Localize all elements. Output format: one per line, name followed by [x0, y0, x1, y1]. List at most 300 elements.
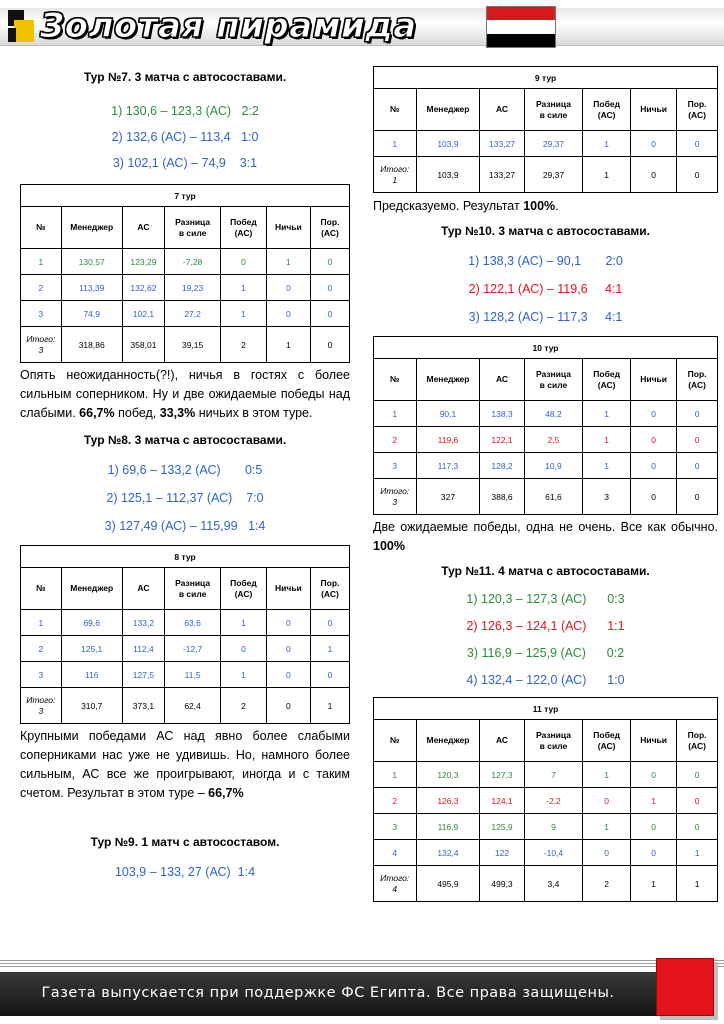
col-number-header — [374, 89, 417, 131]
table-cell: 1 — [374, 762, 417, 788]
col-losses-header — [677, 359, 718, 401]
table-cell: 495,9 — [416, 866, 480, 902]
table-cell: 130,57 — [61, 249, 122, 275]
col-draws-header — [631, 359, 677, 401]
comment-text: Опять неожиданность(?!), ничья в гостях с более сильным соперником. Ну и две ожидаемые победы над слабыми. — [20, 368, 350, 420]
table-cell: 90,1 — [416, 401, 480, 427]
header-text: (АС) — [321, 227, 339, 238]
tour-heading: Тур №8. 3 матча с автосоставами. — [83, 433, 287, 447]
comment-text: Крупными победами АС над явно более слабыми соперниками нас уже не удивишь. Но, намного более сильным, АС все же проигрывают, иногда и с таким счетом. Результат в этом туре – — [20, 729, 350, 800]
total-count: 4 — [392, 883, 398, 894]
table-cell: 0 — [310, 662, 349, 688]
header-text: в силе — [178, 227, 207, 238]
table-cell: 388,6 — [480, 479, 524, 515]
header-text: АС — [137, 583, 150, 593]
header-text: в силе — [539, 109, 568, 120]
table-row — [374, 840, 718, 866]
match-result: 3) 128,2 (АС) – 117,3 4:1 — [468, 310, 623, 324]
header-text: (АС) — [597, 379, 616, 390]
tour-heading: Тур №9. 1 матч с автосоставом. — [90, 835, 280, 849]
header-text: Пор. — [687, 368, 707, 379]
table-cell: 2 — [221, 327, 267, 363]
header-text: № — [390, 374, 400, 384]
table-cell: 19,23 — [165, 275, 221, 301]
match-result: 3) 116,9 – 125,9 (АС) 0:2 — [466, 646, 625, 660]
table-row — [374, 814, 718, 840]
table-cell: 1 — [583, 157, 631, 193]
table-cell: 373,1 — [122, 688, 164, 724]
footer-text: Газета выпускается при поддержке ФС Египта. Все права защищены. — [41, 985, 615, 1001]
table-cell: 0 — [631, 453, 677, 479]
table-total-row — [374, 479, 718, 515]
table-cell: 0 — [310, 275, 349, 301]
header-text: Побед — [593, 98, 620, 109]
table-cell: 1 — [266, 249, 310, 275]
table-cell: 122,1 — [480, 427, 524, 453]
col-draws-header — [631, 720, 677, 762]
comment-highlight: 100% — [523, 199, 556, 213]
table-cell: 133,27 — [480, 157, 524, 193]
table-cell: 1 — [677, 866, 718, 902]
col-ac-header — [480, 720, 524, 762]
table-row — [374, 453, 718, 479]
table-row — [374, 788, 718, 814]
tour-9-section — [20, 835, 350, 879]
header-text: Разница — [535, 368, 571, 379]
table-cell: 1 — [583, 427, 631, 453]
header-text: (АС) — [688, 109, 706, 120]
table-row — [374, 762, 718, 788]
table-cell: 74,9 — [61, 301, 122, 327]
header-text: Разница — [175, 577, 211, 588]
col-ac-header — [480, 89, 524, 131]
total-count: 3 — [38, 705, 44, 716]
header-text: в силе — [539, 379, 568, 390]
match-result: 2) 122,1 (АС) – 119,6 4:1 — [468, 282, 623, 296]
egypt-flag-icon — [486, 6, 556, 48]
table-cell: 358,01 — [122, 327, 164, 363]
col-manager-header — [416, 359, 480, 401]
table-cell: -7,28 — [165, 249, 221, 275]
table-cell: 2 — [221, 688, 267, 724]
table-total-row — [21, 327, 350, 363]
match-result: 2) 125,1 – 112,37 (АС) 7:0 — [106, 491, 264, 505]
col-number-header — [374, 359, 417, 401]
col-ac-header — [122, 207, 164, 249]
match-result: 2) 126,3 – 124,1 (АС) 1:1 — [466, 619, 625, 633]
table-cell: 112,4 — [122, 636, 164, 662]
col-number-header — [374, 720, 417, 762]
col-draws-header — [266, 568, 310, 610]
total-label-cell — [374, 866, 417, 902]
table-cell: 1 — [583, 453, 631, 479]
table-cell: 0 — [631, 157, 677, 193]
table-cell: 3,4 — [524, 866, 583, 902]
left-column — [20, 66, 350, 879]
table-cell: 0 — [310, 610, 349, 636]
table-cell: 29,37 — [524, 157, 583, 193]
col-diff-header — [165, 207, 221, 249]
header-text: Ничьи — [640, 374, 667, 384]
total-label: Итого: — [26, 333, 56, 344]
table-row — [21, 610, 350, 636]
table-cell: 2 — [374, 788, 417, 814]
total-label: Итого: — [380, 485, 410, 496]
table-row — [21, 301, 350, 327]
header-text: Менеджер — [426, 104, 470, 114]
tour-heading: Тур №11. 4 матча с автосоставами. — [441, 564, 650, 578]
table-cell: 0 — [310, 327, 349, 363]
header-text: Пор. — [320, 216, 340, 227]
col-losses-header — [310, 568, 349, 610]
header-text: в силе — [539, 740, 568, 751]
table-cell: 0 — [677, 427, 718, 453]
table-cell: 0 — [583, 788, 631, 814]
masthead — [0, 0, 724, 52]
table-cell: 0 — [677, 157, 718, 193]
header-text: Пор. — [320, 577, 340, 588]
table-cell: 0 — [266, 275, 310, 301]
table-cell: 0 — [631, 401, 677, 427]
col-number-header — [21, 568, 62, 610]
header-text: (АС) — [321, 588, 339, 599]
table-cell: 310,7 — [61, 688, 122, 724]
header-text: Менеджер — [70, 583, 114, 593]
table-cell: 1 — [310, 688, 349, 724]
table-cell: 120,3 — [416, 762, 480, 788]
total-label-cell — [374, 157, 417, 193]
total-label: Итого: — [26, 694, 56, 705]
table-cell: 1 — [374, 401, 417, 427]
header-text: Разница — [535, 729, 571, 740]
table-cell: 1 — [21, 610, 62, 636]
table-cell: 1 — [221, 301, 267, 327]
header-text: Побед — [593, 729, 620, 740]
header-text: Разница — [175, 216, 211, 227]
table-cell: 116 — [61, 662, 122, 688]
table-cell: 10,9 — [524, 453, 583, 479]
table-cell: 1 — [583, 131, 631, 157]
match-result: 4) 132,4 – 122,0 (АС) 1:0 — [466, 673, 625, 687]
total-count: 3 — [392, 496, 398, 507]
table-cell: 0 — [583, 840, 631, 866]
table-row — [21, 249, 350, 275]
header-text: Ничьи — [275, 583, 302, 593]
table-caption: 11 тур — [374, 698, 718, 720]
table-cell: 3 — [374, 814, 417, 840]
table-cell: 69,6 — [61, 610, 122, 636]
table-cell: 1 — [677, 840, 718, 866]
right-column — [373, 66, 718, 902]
table-cell: 1 — [631, 788, 677, 814]
tour-heading: Тур №7. 3 матча с автосоставами. — [83, 70, 287, 84]
table-cell: 1 — [583, 762, 631, 788]
header-text: Ничьи — [640, 735, 667, 745]
tour-table — [20, 545, 350, 724]
match-result: 1) 130,6 – 123,3 (АС) 2:2 — [111, 104, 259, 118]
header-text: Пор. — [687, 98, 707, 109]
total-label-cell — [21, 327, 62, 363]
table-cell: 0 — [677, 479, 718, 515]
col-ac-header — [122, 568, 164, 610]
header-text: Ничьи — [275, 222, 302, 232]
table-caption: 9 тур — [374, 67, 718, 89]
col-manager-header — [61, 568, 122, 610]
header-text: Побед — [593, 368, 620, 379]
table-cell: 128,2 — [480, 453, 524, 479]
logo-icon — [8, 10, 36, 44]
comment-text: Предсказуемо. Результат — [373, 199, 524, 213]
table-cell: 138,3 — [480, 401, 524, 427]
col-number-header — [21, 207, 62, 249]
table-cell: 0 — [221, 636, 267, 662]
comment-text: побед, — [114, 406, 160, 420]
header-text: АС — [496, 374, 509, 384]
header-text: (АС) — [688, 379, 706, 390]
table-caption: 10 тур — [374, 337, 718, 359]
col-manager-header — [416, 89, 480, 131]
tour-11-section — [373, 564, 718, 902]
table-cell: 2 — [374, 427, 417, 453]
table-row — [21, 662, 350, 688]
table-cell: 499,3 — [480, 866, 524, 902]
table-cell: 1 — [21, 249, 62, 275]
table-cell: 0 — [677, 453, 718, 479]
col-manager-header — [61, 207, 122, 249]
table-cell: 125,1 — [61, 636, 122, 662]
table-cell: 1 — [583, 814, 631, 840]
col-wins-header — [583, 359, 631, 401]
table-cell: 61,6 — [524, 479, 583, 515]
col-diff-header — [165, 568, 221, 610]
table-cell: 1 — [221, 610, 267, 636]
header-text: Менеджер — [70, 222, 114, 232]
total-label: Итого: — [380, 872, 410, 883]
table-cell: -2,2 — [524, 788, 583, 814]
table-cell: 102,1 — [122, 301, 164, 327]
tour-table — [373, 336, 718, 515]
table-cell: 0 — [221, 249, 267, 275]
table-cell: 2 — [583, 866, 631, 902]
tour-10-section — [373, 224, 718, 556]
match-result: 103,9 – 133, 27 (АС) 1:4 — [114, 865, 256, 879]
table-cell: 2,5 — [524, 427, 583, 453]
table-row — [374, 131, 718, 157]
table-total-row — [374, 157, 718, 193]
comment-text: Две ожидаемые победы, одна не очень. Все как обычно. — [373, 520, 718, 534]
table-cell: 123,29 — [122, 249, 164, 275]
total-label-cell — [21, 688, 62, 724]
table-cell: 0 — [266, 301, 310, 327]
col-draws-header — [631, 89, 677, 131]
table-cell: 117,3 — [416, 453, 480, 479]
table-cell: 39,15 — [165, 327, 221, 363]
table-cell: 125,9 — [480, 814, 524, 840]
match-result: 2) 132,6 (АС) – 113,4 1:0 — [111, 130, 259, 144]
newspaper-title: Золотая пирамида — [40, 6, 417, 46]
match-result: 1) 120,3 – 127,3 (АС) 0:3 — [466, 592, 625, 606]
table-cell: 29,37 — [524, 131, 583, 157]
table-cell: 0 — [677, 762, 718, 788]
table-cell: 2 — [21, 636, 62, 662]
table-cell: 133,2 — [122, 610, 164, 636]
header-text: Менеджер — [426, 735, 470, 745]
table-row — [374, 427, 718, 453]
table-cell: 3 — [374, 453, 417, 479]
match-result: 3) 127,49 (АС) – 115,99 1:4 — [104, 519, 266, 533]
table-cell: 1 — [221, 275, 267, 301]
table-cell: 48,2 — [524, 401, 583, 427]
table-cell: 0 — [266, 688, 310, 724]
col-losses-header — [677, 89, 718, 131]
table-cell: 0 — [677, 814, 718, 840]
comment-text: . — [555, 199, 559, 213]
table-cell: 1 — [310, 636, 349, 662]
table-cell: 103,9 — [416, 131, 480, 157]
table-cell: 1 — [631, 866, 677, 902]
tour-comment — [373, 197, 718, 216]
table-cell: 0 — [631, 427, 677, 453]
table-cell: 0 — [310, 249, 349, 275]
table-cell: 132,62 — [122, 275, 164, 301]
header-text: Побед — [230, 577, 257, 588]
header-text: АС — [137, 222, 150, 232]
tour-comment — [373, 518, 718, 556]
table-cell: 126,3 — [416, 788, 480, 814]
table-cell: 119,6 — [416, 427, 480, 453]
total-count: 1 — [392, 174, 398, 185]
comment-text: ничьих в этом туре. — [195, 406, 313, 420]
footer-red-square — [656, 958, 714, 1016]
table-cell: 0 — [677, 401, 718, 427]
table-cell: 132,4 — [416, 840, 480, 866]
table-cell: 318,86 — [61, 327, 122, 363]
tour-table — [20, 184, 350, 363]
col-wins-header — [221, 568, 267, 610]
table-cell: 4 — [374, 840, 417, 866]
table-cell: 116,9 — [416, 814, 480, 840]
table-cell: 7 — [524, 762, 583, 788]
table-total-row — [21, 688, 350, 724]
header-text: (АС) — [234, 227, 253, 238]
col-losses-header — [677, 720, 718, 762]
tour-table — [373, 697, 718, 902]
header-text: № — [36, 222, 46, 232]
total-count: 3 — [38, 344, 44, 355]
header-text: № — [390, 735, 400, 745]
table-total-row — [374, 866, 718, 902]
table-cell: 113,39 — [61, 275, 122, 301]
comment-highlight: 66,7% — [208, 786, 244, 800]
col-ac-header — [480, 359, 524, 401]
table-cell: 1 — [583, 401, 631, 427]
table-cell: 0 — [631, 479, 677, 515]
tour-7-section — [20, 70, 350, 423]
table-cell: 11,5 — [165, 662, 221, 688]
header-text: АС — [496, 735, 509, 745]
tour-comment — [20, 366, 350, 423]
table-cell: 1 — [266, 327, 310, 363]
header-text: (АС) — [597, 109, 616, 120]
match-result: 1) 138,3 (АС) – 90,1 2:0 — [468, 254, 623, 268]
table-cell: 327 — [416, 479, 480, 515]
table-cell: 3 — [21, 662, 62, 688]
col-diff-header — [524, 89, 583, 131]
table-cell: 127,3 — [480, 762, 524, 788]
header-text: № — [36, 583, 46, 593]
header-text: АС — [496, 104, 509, 114]
table-cell: 0 — [677, 131, 718, 157]
table-cell: 103,9 — [416, 157, 480, 193]
col-losses-header — [310, 207, 349, 249]
table-row — [21, 275, 350, 301]
header-text: в силе — [178, 588, 207, 599]
table-cell: 0 — [310, 301, 349, 327]
col-wins-header — [583, 89, 631, 131]
footer-rule — [0, 960, 724, 968]
comment-highlight: 100% — [373, 539, 405, 553]
table-cell: -12,7 — [165, 636, 221, 662]
table-cell: 0 — [631, 814, 677, 840]
table-caption: 8 тур — [21, 546, 350, 568]
col-wins-header — [221, 207, 267, 249]
table-cell: 0 — [677, 788, 718, 814]
col-draws-header — [266, 207, 310, 249]
table-cell: 0 — [266, 636, 310, 662]
table-cell: -10,4 — [524, 840, 583, 866]
tour-8-section — [20, 433, 350, 803]
header-text: (АС) — [234, 588, 253, 599]
table-cell: 63,6 — [165, 610, 221, 636]
total-label-cell — [374, 479, 417, 515]
table-row — [21, 636, 350, 662]
tour-heading: Тур №10. 3 матча с автосоставами. — [440, 224, 651, 238]
tour-9-table-section — [373, 66, 718, 216]
match-result: 1) 69,6 – 133,2 (АС) 0:5 — [107, 463, 263, 477]
table-cell: 3 — [583, 479, 631, 515]
header-text: Менеджер — [426, 374, 470, 384]
table-cell: 124,1 — [480, 788, 524, 814]
total-label: Итого: — [380, 163, 410, 174]
table-cell: 0 — [631, 762, 677, 788]
header-text: Ничьи — [640, 104, 667, 114]
table-row — [374, 401, 718, 427]
tour-table — [373, 66, 718, 193]
table-cell: 0 — [266, 610, 310, 636]
table-cell: 27,2 — [165, 301, 221, 327]
table-cell: 1 — [374, 131, 417, 157]
tour-comment — [20, 727, 350, 803]
table-cell: 1 — [221, 662, 267, 688]
table-cell: 0 — [631, 131, 677, 157]
header-text: (АС) — [597, 740, 616, 751]
table-cell: 2 — [21, 275, 62, 301]
comment-highlight: 33,3% — [159, 406, 196, 420]
table-cell: 133,27 — [480, 131, 524, 157]
header-text: № — [390, 104, 400, 114]
table-cell: 3 — [21, 301, 62, 327]
header-text: Побед — [230, 216, 257, 227]
table-cell: 0 — [266, 662, 310, 688]
match-result: 3) 102,1 (АС) – 74,9 3:1 — [112, 156, 258, 170]
header-text: Пор. — [687, 729, 707, 740]
header-text: (АС) — [688, 740, 706, 751]
header-text: Разница — [535, 98, 571, 109]
table-cell: 9 — [524, 814, 583, 840]
table-cell: 0 — [631, 840, 677, 866]
table-cell: 62,4 — [165, 688, 221, 724]
col-diff-header — [524, 720, 583, 762]
